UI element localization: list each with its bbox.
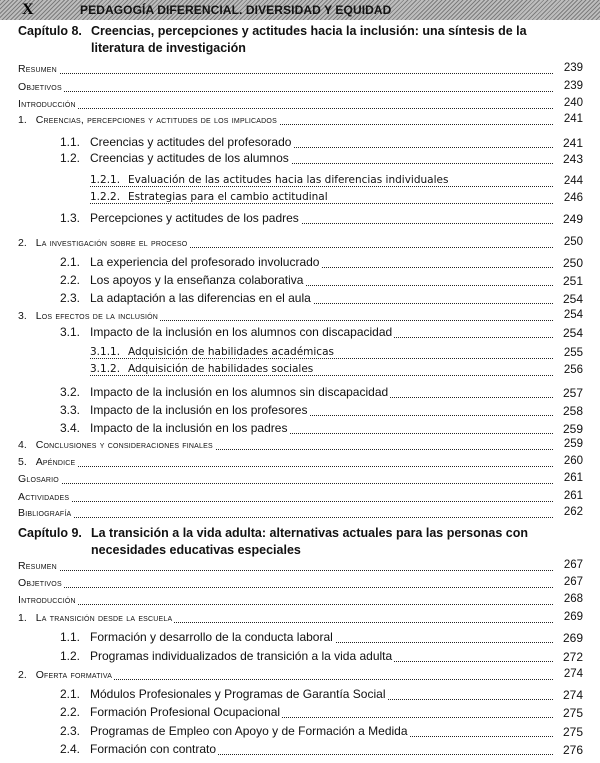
toc-entry-text: Apéndice <box>35 456 76 468</box>
toc-entry <box>0 386 600 402</box>
toc-entry-text: Introducción <box>18 98 76 110</box>
chapter-title: La transición a la vida adulta: alternativas actuales para las personas con necesidades educativas especiales <box>91 526 528 557</box>
toc-entry-number: 2.3. <box>60 724 81 738</box>
toc-entry <box>0 725 600 741</box>
toc-entry <box>0 706 600 722</box>
toc-entry-number: 2.4. <box>60 742 81 756</box>
toc-entry-text: Estrategias para el cambio actitudinal <box>128 191 328 203</box>
toc-entry-number: 2.1. <box>60 687 81 701</box>
toc-entry-number: 3. <box>18 310 30 322</box>
toc-entry-number: 4. <box>18 439 30 451</box>
toc-entry-label <box>60 211 301 225</box>
toc-entry-text: Formación con contrato <box>90 742 217 756</box>
toc-entry <box>0 593 600 609</box>
toc-entry <box>0 152 600 168</box>
toc-entry <box>0 136 600 152</box>
toc-entry-number: 2.2. <box>60 705 81 719</box>
toc-entry-number: 1.2.1. <box>90 174 121 186</box>
toc-page-number: 258 <box>555 404 583 418</box>
dot-leader <box>18 579 553 588</box>
toc-entry-label <box>18 439 215 451</box>
toc-entry <box>0 80 600 96</box>
toc-entry <box>0 62 600 78</box>
toc-entry <box>0 455 600 471</box>
toc-entry-label <box>60 151 291 165</box>
toc-entry-label <box>60 291 313 305</box>
toc-entry-text: Glosario <box>18 473 59 485</box>
toc-entry-text: Programas individualizados de transición a la vida adulta <box>90 649 393 663</box>
toc-entry <box>0 404 600 420</box>
toc-entry-text: Formación y desarrollo de la conducta laboral <box>90 630 333 644</box>
dot-leader <box>18 562 553 571</box>
chapter-9-heading <box>18 525 578 561</box>
toc-entry-number: 1.3. <box>60 211 81 225</box>
toc-page-number: 256 <box>555 364 583 376</box>
toc-entry-text: Los efectos de la inclusión <box>35 310 159 322</box>
toc-entry-number: 1.2. <box>60 151 81 165</box>
toc-entry-text: Los apoyos y la enseñanza colaborativa <box>90 273 304 287</box>
toc-page-number: 255 <box>555 347 583 359</box>
toc-entry-label <box>18 507 73 519</box>
toc-entry-text: Impacto de la inclusión en los alumnos con discapacidad <box>90 325 393 339</box>
toc-page-number: 272 <box>555 650 583 664</box>
toc-entry-label <box>90 363 315 375</box>
toc-page-number: 240 <box>555 97 583 109</box>
toc-entry <box>0 650 600 666</box>
toc-entry-text: Impacto de la inclusión en los profesores <box>90 403 308 417</box>
toc-page-number: 274 <box>555 688 583 702</box>
toc-page-number: 267 <box>555 576 583 588</box>
dot-leader <box>18 475 553 484</box>
chapter-8-heading <box>18 23 578 59</box>
toc-entry <box>0 688 600 704</box>
toc-entry-text: Evaluación de las actitudes hacia las diferencias individuales <box>128 174 449 186</box>
toc-entry-label <box>60 403 309 417</box>
toc-entry-label <box>18 577 64 589</box>
toc-entry-label <box>18 310 160 322</box>
page-number: X <box>22 1 34 18</box>
toc-entry <box>0 212 600 228</box>
toc-entry-text: La transición desde la escuela <box>35 612 173 624</box>
toc-entry-text: Creencias y actitudes de los alumnos <box>90 151 289 165</box>
toc-entry <box>0 113 600 129</box>
toc-entry-text: Creencias y actitudes del profesorado <box>90 135 292 149</box>
toc-entry-label <box>90 174 450 186</box>
toc-entry-text: Impacto de la inclusión en los padres <box>90 421 288 435</box>
toc-page-number: 267 <box>555 559 583 571</box>
toc-entry-label <box>60 705 282 719</box>
toc-page-number: 239 <box>555 80 583 92</box>
toc-entry-number: 3.4. <box>60 421 81 435</box>
dot-leader <box>18 596 553 605</box>
toc-entry-number: 1.2. <box>60 649 81 663</box>
toc-entry-text: Resumen <box>18 560 57 572</box>
toc-page-number: 239 <box>555 62 583 74</box>
toc-entry-number: 1.1. <box>60 135 81 149</box>
toc-entry-text: Objetivos <box>18 577 62 589</box>
toc-entry <box>0 631 600 647</box>
toc-entry-label <box>18 237 189 249</box>
toc-entry <box>0 576 600 592</box>
toc-page-number: 269 <box>555 631 583 645</box>
toc-entry-label <box>60 742 218 756</box>
toc-page-number: 243 <box>555 152 583 166</box>
chapter-title: Creencias, percepciones y actitudes hacia la inclusión: una síntesis de la literatura de investigación <box>91 24 527 55</box>
toc-entry-number: 1.2.2. <box>90 191 121 203</box>
toc-page-number: 244 <box>555 175 583 187</box>
toc-page-number: 274 <box>555 668 583 680</box>
toc-page-number: 276 <box>555 743 583 757</box>
toc-entry-number: 3.2. <box>60 385 81 399</box>
toc-entry-number: 3.1.2. <box>90 363 121 375</box>
toc-page-number: 251 <box>555 274 583 288</box>
toc-entry-text: Programas de Empleo con Apoyo y de Formación a Medida <box>90 724 408 738</box>
toc-entry <box>0 490 600 506</box>
page-header <box>0 0 600 20</box>
toc-entry-label <box>18 63 59 75</box>
toc-page-number: 254 <box>555 326 583 340</box>
toc-entry-text: Conclusiones y consideraciones finales <box>35 439 213 451</box>
toc-page-number: 246 <box>555 192 583 204</box>
toc-entry-number: 5. <box>18 456 30 468</box>
toc-page-number: 275 <box>555 725 583 739</box>
toc-entry-label <box>60 135 293 149</box>
toc-entry-label <box>18 456 77 468</box>
toc-entry-label <box>60 724 410 738</box>
toc-page-number: 261 <box>555 472 583 484</box>
toc-entry-number: 1. <box>18 612 30 624</box>
toc-entry <box>0 668 600 684</box>
toc-entry-text: La adaptación a las diferencias en el aula <box>90 291 311 305</box>
toc-entry <box>0 175 600 191</box>
toc-entry-label <box>18 669 114 681</box>
toc-page-number: 241 <box>555 136 583 150</box>
toc-entry-label <box>60 421 289 435</box>
toc-entry <box>0 236 600 252</box>
toc-entry-label <box>60 385 390 399</box>
toc-entry-text: Módulos Profesionales y Programas de Garantía Social <box>90 687 386 701</box>
toc-entry <box>0 506 600 522</box>
toc-entry-number: 2.2. <box>60 273 81 287</box>
toc-entry <box>0 309 600 325</box>
toc-entry <box>0 422 600 438</box>
toc-entry-label <box>18 114 279 126</box>
toc-entry-text: Introducción <box>18 594 76 606</box>
toc-entry <box>0 559 600 575</box>
toc-page-number: 259 <box>555 438 583 450</box>
toc-entry <box>0 472 600 488</box>
toc-entry-label <box>60 273 305 287</box>
toc-entry-text: Resumen <box>18 63 57 75</box>
toc-entry <box>0 292 600 308</box>
toc-entry-number: 3.3. <box>60 403 81 417</box>
toc-entry-label <box>90 191 330 203</box>
toc-entry <box>0 274 600 290</box>
toc-entry-label <box>60 687 387 701</box>
toc-entry <box>0 326 600 342</box>
toc-page-number: 254 <box>555 309 583 321</box>
toc-page-number: 261 <box>555 490 583 502</box>
toc-page-number: 275 <box>555 706 583 720</box>
toc-entry-number: 1.1. <box>60 630 81 644</box>
toc-page-number: 249 <box>555 212 583 226</box>
toc-entry-text: Creencias, percepciones y actitudes de los implicados <box>35 114 277 126</box>
dot-leader <box>18 509 553 518</box>
toc-entry <box>0 743 600 759</box>
toc-entry-number: 2. <box>18 669 30 681</box>
toc-entry-label <box>18 560 59 572</box>
toc-page-number: 262 <box>555 506 583 518</box>
dot-leader <box>18 458 553 467</box>
toc-entry <box>0 97 600 113</box>
toc-entry-label <box>18 81 64 93</box>
toc-entry-text: Bibliografía <box>18 507 72 519</box>
toc-entry-label <box>18 612 174 624</box>
toc-entry <box>0 256 600 272</box>
toc-page-number: 250 <box>555 256 583 270</box>
toc-entry-label <box>90 346 336 358</box>
toc-entry-text: Percepciones y actitudes de los padres <box>90 211 299 225</box>
toc-entry-text: Adquisición de habilidades académicas <box>128 346 334 358</box>
toc-entry-label <box>60 325 394 339</box>
toc-entry-label <box>18 491 71 503</box>
toc-entry-number: 2.1. <box>60 255 81 269</box>
toc-entry-label <box>18 594 78 606</box>
toc-entry-number: 3.1.1. <box>90 346 121 358</box>
toc-page-number: 250 <box>555 236 583 248</box>
toc-entry-text: La experiencia del profesorado involucrado <box>90 255 320 269</box>
toc-entry-number: 2. <box>18 237 30 249</box>
toc-page-number: 269 <box>555 611 583 623</box>
dot-leader <box>18 493 553 502</box>
toc-page-number: 260 <box>555 455 583 467</box>
toc-entry-label <box>18 473 61 485</box>
toc-entry <box>0 611 600 627</box>
toc-entry-text: Actividades <box>18 491 70 503</box>
chapter-label: Capítulo 8. <box>18 24 82 38</box>
book-title: PEDAGOGÍA DIFERENCIAL. DIVERSIDAD Y EQUIDAD <box>80 3 392 17</box>
toc-page-number: 241 <box>555 113 583 125</box>
toc-entry-label <box>60 255 321 269</box>
toc-entry-label <box>18 98 78 110</box>
toc-entry-label <box>60 649 394 663</box>
toc-entry-text: Adquisición de habilidades sociales <box>128 363 314 375</box>
toc-entry-number: 3.1. <box>60 325 81 339</box>
toc-page-number: 268 <box>555 593 583 605</box>
dot-leader <box>18 83 553 92</box>
toc-page-number: 257 <box>555 386 583 400</box>
toc-entry-number: 2.3. <box>60 291 81 305</box>
toc-page-number: 259 <box>555 422 583 436</box>
toc-entry-text: Oferta formativa <box>35 669 113 681</box>
toc-entry <box>0 347 600 363</box>
toc-entry-text: Impacto de la inclusión en los alumnos sin discapacidad <box>90 385 389 399</box>
toc-entry-number: 1. <box>18 114 30 126</box>
chapter-label: Capítulo 9. <box>18 526 82 540</box>
toc-entry-label <box>60 630 335 644</box>
toc-entry-text: Formación Profesional Ocupacional <box>90 705 281 719</box>
toc-entry <box>0 438 600 454</box>
toc-page-number: 254 <box>555 292 583 306</box>
dot-leader <box>18 65 553 74</box>
dot-leader <box>18 100 553 109</box>
toc-entry-text: Objetivos <box>18 81 62 93</box>
toc-entry <box>0 192 600 208</box>
toc-entry <box>0 364 600 380</box>
toc-entry-text: La investigación sobre el proceso <box>35 237 188 249</box>
